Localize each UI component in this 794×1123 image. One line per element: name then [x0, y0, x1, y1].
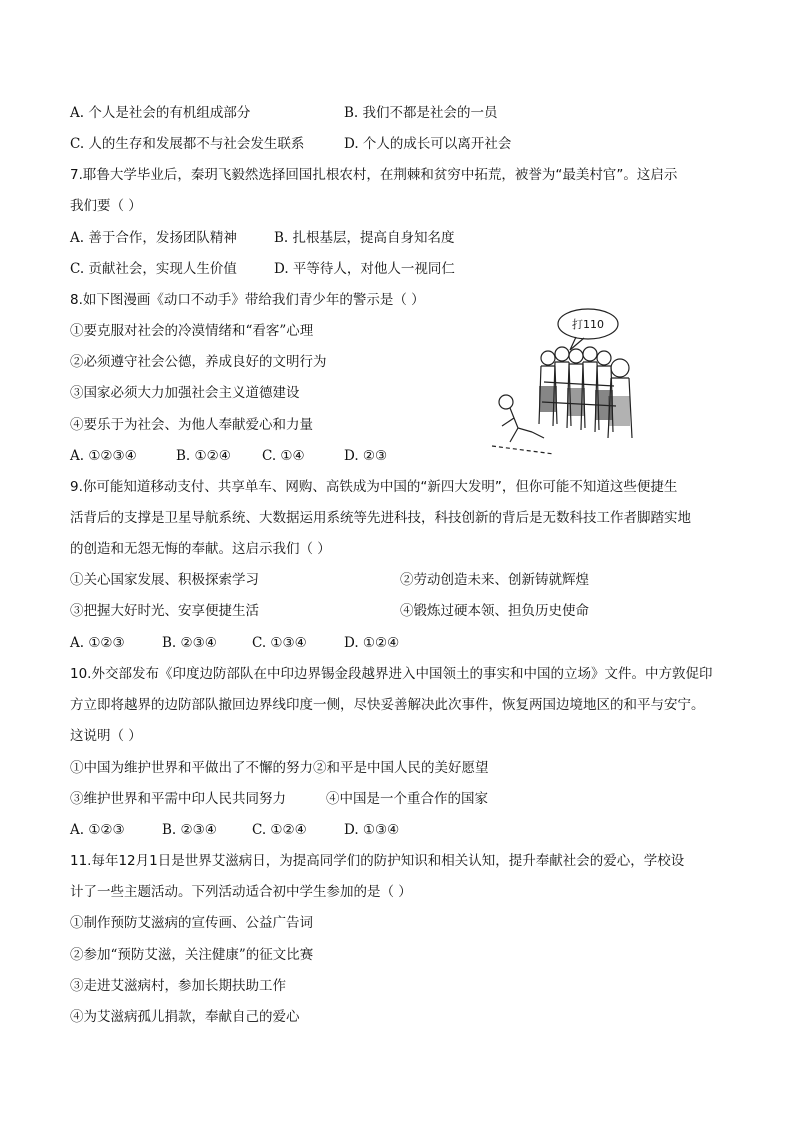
q8-option-b: B. ①②④	[176, 448, 231, 464]
q11-statement-3: ③走进艾滋病村，参加长期扶助工作	[70, 978, 286, 994]
q11-statement-1: ①制作预防艾滋病的宣传画、公益广告词	[70, 915, 313, 931]
q8-statement-1: ①要克服对社会的冷漠情绪和“看客”心理	[70, 323, 314, 339]
q7-option-b: B. 扎根基层，提高自身知名度	[274, 230, 455, 246]
q6-option-b: B. 我们不都是社会的一员	[344, 105, 498, 121]
q8-option-d: D. ②③	[344, 448, 388, 464]
q8-option-c: C. ①④	[262, 448, 305, 464]
q10-option-b: B. ②③④	[162, 822, 217, 838]
q8-stem: 8.如下图漫画《动口不动手》带给我们青少年的警示是（ ）	[70, 292, 425, 308]
q8-statement-4: ④要乐于为社会、为他人奉献爱心和力量	[70, 417, 313, 433]
q9-statement-3: ③把握大好时光、安享便捷生活	[70, 603, 259, 619]
q9-stem-line3: 的创造和无怨无悔的奉献。这启示我们（ ）	[70, 541, 331, 557]
q8-statement-3: ③国家必须大力加强社会主义道德建设	[70, 385, 300, 401]
q10-option-d: D. ①③④	[344, 822, 400, 838]
q9-statement-2: ②劳动创造未来、创新铸就辉煌	[400, 572, 589, 588]
q10-statement-1-2: ①中国为维护世界和平做出了不懈的努力②和平是中国人民的美好愿望	[70, 760, 489, 776]
q10-option-c: C. ①②④	[252, 822, 307, 838]
speech-bubble-text: 打110	[572, 318, 604, 331]
q10-option-a: A. ①②③	[70, 822, 125, 838]
q10-stem-line2: 方立即将越界的边防部队撤回边界线印度一侧，尽快妥善解决此次事件，恢复两国边境地区的和平与安宁。	[70, 697, 705, 713]
q6-option-c: C. 人的生存和发展都不与社会发生联系	[70, 136, 305, 152]
fallen-person	[499, 395, 544, 442]
q9-statement-1: ①关心国家发展、积极探索学习	[70, 572, 259, 588]
q7-stem-line1: 7.耶鲁大学毕业后，秦玥飞毅然选择回国扎根农村，在荆棘和贫穷中拓荒，被誉为“最美村官”。这启示	[70, 167, 678, 183]
q10-statement-4: ④中国是一个重合作的国家	[326, 791, 488, 807]
q9-option-c: C. ①③④	[252, 635, 307, 651]
q11-statement-4: ④为艾滋病孤儿捐款，奉献自己的爱心	[70, 1009, 300, 1025]
q6-option-d: D. 个人的成长可以离开社会	[344, 136, 512, 152]
q9-statement-4: ④锻炼过硬本领、担负历史使命	[400, 603, 589, 619]
q11-stem-line1: 11.每年12月1日是世界艾滋病日，为提高同学们的防护知识和相关认知，提升奉献社会的爱心，学校设	[70, 853, 685, 869]
q10-stem-line1: 10.外交部发布《印度边防部队在中印边界锡金段越界进入中国领土的事实和中国的立场》文件。中方敦促印	[70, 666, 713, 682]
q9-stem-line1: 9.你可能知道移动支付、共享单车、网购、高铁成为中国的“新四大发明”，但你可能不知道这些便捷生	[70, 479, 678, 495]
q9-option-a: A. ①②③	[70, 635, 125, 651]
q7-option-a: A. 善于合作，发扬团队精神	[70, 230, 237, 246]
q7-option-c: C. 贡献社会，实现人生价值	[70, 261, 237, 277]
q6-option-a: A. 个人是社会的有机组成部分	[70, 105, 251, 121]
q9-option-d: D. ①②④	[344, 635, 400, 651]
q10-stem-line3: 这说明（ ）	[70, 728, 142, 744]
q9-stem-line2: 活背后的支撑是卫星导航系统、大数据运用系统等先进科技，科技创新的背后是无数科技工作者脚踏实地	[70, 510, 691, 526]
q8-cartoon-image	[484, 306, 644, 462]
q7-stem-line2: 我们要（ ）	[70, 198, 142, 214]
q10-statement-3: ③维护世界和平需中印人民共同努力	[70, 791, 286, 807]
q7-option-d: D. 平等待人，对他人一视同仁	[274, 261, 455, 277]
q11-statement-2: ②参加“预防艾滋，关注健康”的征文比赛	[70, 947, 314, 963]
q8-statement-2: ②必须遵守社会公德，养成良好的文明行为	[70, 354, 327, 370]
q11-stem-line2: 计了一些主题活动。下列活动适合初中学生参加的是（ ）	[70, 884, 412, 900]
q8-option-a: A. ①②③④	[70, 448, 137, 464]
q9-option-b: B. ②③④	[162, 635, 217, 651]
